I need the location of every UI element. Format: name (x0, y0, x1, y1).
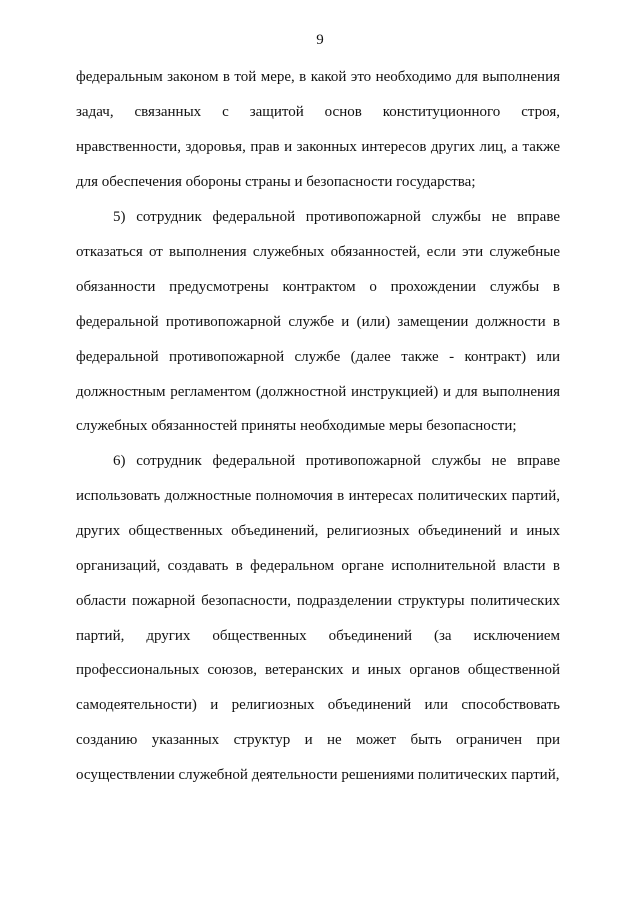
text-line: нравственности, здоровья, прав и законных интересов других лиц, а также (76, 139, 560, 155)
text-line: профессиональных союзов, ветеранских и иных органов общественной (76, 662, 560, 678)
text-line: самодеятельности) и религиозных объединений или способствовать (76, 697, 560, 713)
text-line: задач, связанных с защитой основ конституционного строя, (76, 104, 560, 120)
page-number: 9 (316, 32, 324, 48)
text-line: федеральной противопожарной службе (далее также - контракт) или (76, 349, 560, 365)
text-line: партий, других общественных объединений (за исключением (76, 628, 560, 644)
text-line: федеральной противопожарной службе и (или) замещении должности в (76, 314, 560, 330)
text-line: должностным регламентом (должностной инструкцией) и для выполнения (76, 384, 560, 400)
text-line: организаций, создавать в федеральном органе исполнительной власти в (76, 558, 560, 574)
text-line: обязанности предусмотрены контрактом о прохождении службы в (76, 279, 560, 295)
text-line: области пожарной безопасности, подразделении структуры политических (76, 593, 560, 609)
text-line: для обеспечения обороны страны и безопасности государства; (76, 174, 476, 190)
text-line: других общественных объединений, религиозных объединений и иных (76, 523, 560, 539)
text-line: служебных обязанностей приняты необходимые меры безопасности; (76, 418, 517, 434)
text-line: отказаться от выполнения служебных обязанностей, если эти служебные (76, 244, 560, 260)
text-line: созданию указанных структур и не может быть ограничен при (76, 732, 560, 748)
text-line: осуществлении служебной деятельности решениями политических партий, (76, 767, 560, 783)
text-line: использовать должностные полномочия в интересах политических партий, (76, 488, 560, 504)
text-line: федеральным законом в той мере, в какой это необходимо для выполнения (76, 69, 560, 85)
paragraph-start-line: 5) сотрудник федеральной противопожарной службы не вправе (113, 209, 560, 225)
paragraph-start-line: 6) сотрудник федеральной противопожарной службы не вправе (113, 453, 560, 469)
